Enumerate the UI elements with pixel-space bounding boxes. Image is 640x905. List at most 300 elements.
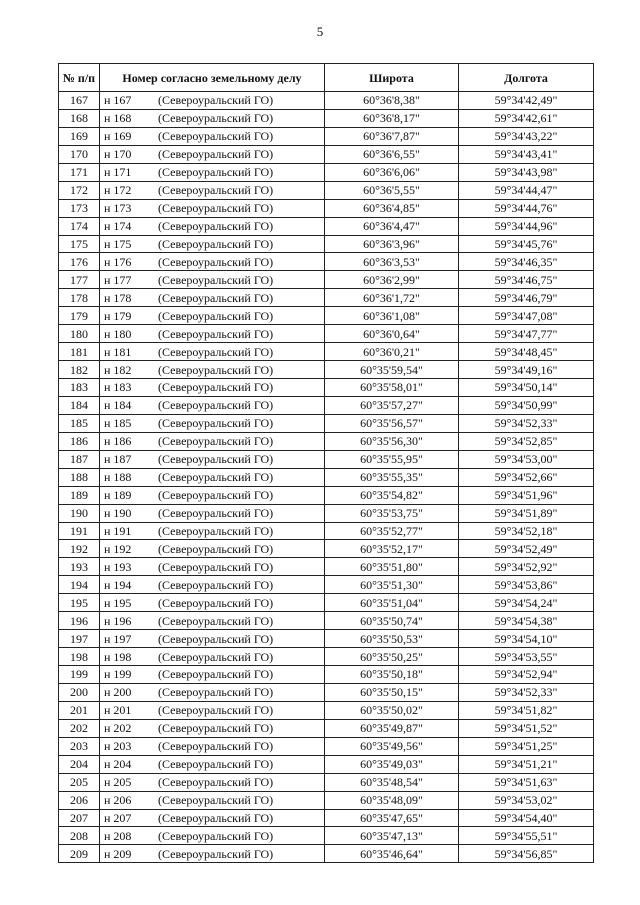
point-code: н 199 (104, 667, 132, 682)
row-land-code (100, 271, 325, 289)
table-row (59, 217, 594, 235)
district-name: (Североуральский ГО) (158, 470, 274, 485)
row-land-code (100, 719, 325, 737)
point-code: н 167 (104, 93, 132, 108)
row-longitude: 59°34'51,96" (459, 486, 594, 504)
table-row (59, 558, 594, 576)
row-longitude: 59°34'54,38" (459, 612, 594, 630)
header-num: № п/п (59, 64, 100, 92)
row-land-code (100, 504, 325, 522)
row-land-code (100, 683, 325, 701)
row-latitude: 60°36'0,64" (325, 325, 459, 343)
district-name: (Североуральский ГО) (158, 183, 274, 198)
point-code: н 185 (104, 416, 132, 431)
point-code: н 207 (104, 810, 132, 825)
row-latitude: 60°36'1,72" (325, 289, 459, 307)
point-code: н 206 (104, 793, 132, 808)
row-number: 197 (59, 630, 100, 648)
row-number: 175 (59, 235, 100, 253)
row-land-code (100, 594, 325, 612)
row-latitude: 60°36'4,47" (325, 217, 459, 235)
row-number: 184 (59, 396, 100, 414)
point-code: н 202 (104, 721, 132, 736)
row-land-code (100, 612, 325, 630)
point-code: н 175 (104, 236, 132, 251)
row-number: 181 (59, 343, 100, 361)
row-number: 172 (59, 181, 100, 199)
row-latitude: 60°36'0,21" (325, 343, 459, 361)
row-latitude: 60°35'49,87" (325, 719, 459, 737)
row-number: 204 (59, 755, 100, 773)
row-latitude: 60°35'50,25" (325, 648, 459, 666)
district-name: (Североуральский ГО) (158, 147, 274, 162)
row-longitude: 59°34'54,10" (459, 630, 594, 648)
page-number: 5 (316, 24, 324, 39)
point-code: н 168 (104, 111, 132, 126)
table-row (59, 468, 594, 486)
row-latitude: 60°35'48,54" (325, 773, 459, 791)
row-latitude: 60°35'47,13" (325, 827, 459, 845)
header-latitude: Широта (325, 64, 459, 92)
district-name: (Североуральский ГО) (158, 721, 274, 736)
row-longitude: 59°34'53,55" (459, 648, 594, 666)
table-row (59, 594, 594, 612)
row-longitude: 59°34'51,63" (459, 773, 594, 791)
row-number: 176 (59, 253, 100, 271)
row-latitude: 60°35'50,15" (325, 683, 459, 701)
row-latitude: 60°36'3,53" (325, 253, 459, 271)
point-code: н 191 (104, 523, 132, 538)
table-row (59, 612, 594, 630)
row-number: 200 (59, 683, 100, 701)
table-row (59, 271, 594, 289)
row-longitude: 59°34'51,52" (459, 719, 594, 737)
point-code: н 170 (104, 147, 132, 162)
row-number: 174 (59, 217, 100, 235)
row-longitude: 59°34'54,24" (459, 594, 594, 612)
row-longitude: 59°34'46,75" (459, 271, 594, 289)
row-number: 187 (59, 450, 100, 468)
point-code: н 204 (104, 757, 132, 772)
row-longitude: 59°34'44,47" (459, 181, 594, 199)
row-number: 203 (59, 737, 100, 755)
row-longitude: 59°34'49,16" (459, 361, 594, 379)
row-longitude: 59°34'43,41" (459, 145, 594, 163)
row-land-code (100, 450, 325, 468)
row-number: 198 (59, 648, 100, 666)
row-latitude: 60°35'46,64" (325, 845, 459, 863)
row-land-code (100, 522, 325, 540)
table-row (59, 809, 594, 827)
row-latitude: 60°35'56,30" (325, 432, 459, 450)
table-row (59, 361, 594, 379)
row-land-code (100, 827, 325, 845)
district-name: (Североуральский ГО) (158, 739, 274, 754)
row-longitude: 59°34'54,40" (459, 809, 594, 827)
row-land-code (100, 109, 325, 127)
point-code: н 177 (104, 272, 132, 287)
row-number: 205 (59, 773, 100, 791)
row-latitude: 60°35'51,04" (325, 594, 459, 612)
table-row (59, 630, 594, 648)
row-land-code (100, 432, 325, 450)
district-name: (Североуральский ГО) (158, 810, 274, 825)
row-land-code (100, 648, 325, 666)
district-name: (Североуральский ГО) (158, 452, 274, 467)
point-code: н 180 (104, 326, 132, 341)
row-number: 170 (59, 145, 100, 163)
row-number: 178 (59, 289, 100, 307)
row-longitude: 59°34'44,76" (459, 199, 594, 217)
district-name: (Североуральский ГО) (158, 362, 274, 377)
row-land-code (100, 701, 325, 719)
row-land-code (100, 773, 325, 791)
point-code: н 169 (104, 129, 132, 144)
row-number: 199 (59, 666, 100, 684)
row-longitude: 59°34'52,85" (459, 432, 594, 450)
district-name: (Североуральский ГО) (158, 272, 274, 287)
row-latitude: 60°35'52,77" (325, 522, 459, 540)
row-number: 167 (59, 92, 100, 110)
district-name: (Североуральский ГО) (158, 613, 274, 628)
row-latitude: 60°35'50,74" (325, 612, 459, 630)
table-row (59, 791, 594, 809)
row-latitude: 60°36'8,17" (325, 109, 459, 127)
row-latitude: 60°35'50,02" (325, 701, 459, 719)
point-code: н 188 (104, 470, 132, 485)
table-row (59, 701, 594, 719)
row-latitude: 60°36'1,08" (325, 307, 459, 325)
point-code: н 195 (104, 595, 132, 610)
row-longitude: 59°34'51,21" (459, 755, 594, 773)
table-row (59, 827, 594, 845)
row-number: 192 (59, 540, 100, 558)
row-number: 195 (59, 594, 100, 612)
district-name: (Североуральский ГО) (158, 523, 274, 538)
district-name: (Североуральский ГО) (158, 129, 274, 144)
point-code: н 174 (104, 219, 132, 234)
table-row (59, 379, 594, 397)
row-number: 194 (59, 576, 100, 594)
district-name: (Североуральский ГО) (158, 380, 274, 395)
row-longitude: 59°34'42,61" (459, 109, 594, 127)
row-longitude: 59°34'52,18" (459, 522, 594, 540)
district-name: (Североуральский ГО) (158, 398, 274, 413)
table-row (59, 666, 594, 684)
row-number: 189 (59, 486, 100, 504)
point-code: н 183 (104, 380, 132, 395)
row-land-code (100, 396, 325, 414)
row-land-code (100, 307, 325, 325)
district-name: (Североуральский ГО) (158, 326, 274, 341)
row-number: 202 (59, 719, 100, 737)
row-land-code (100, 92, 325, 110)
point-code: н 203 (104, 739, 132, 754)
row-land-code (100, 163, 325, 181)
point-code: н 201 (104, 703, 132, 718)
row-latitude: 60°35'54,82" (325, 486, 459, 504)
coordinates-table (58, 63, 594, 863)
row-latitude: 60°36'3,96" (325, 235, 459, 253)
district-name: (Североуральский ГО) (158, 506, 274, 521)
row-latitude: 60°36'5,55" (325, 181, 459, 199)
district-name: (Североуральский ГО) (158, 488, 274, 503)
row-number: 191 (59, 522, 100, 540)
row-latitude: 60°36'7,87" (325, 127, 459, 145)
row-land-code (100, 666, 325, 684)
row-latitude: 60°35'51,80" (325, 558, 459, 576)
table-row (59, 325, 594, 343)
district-name: (Североуральский ГО) (158, 559, 274, 574)
row-latitude: 60°35'51,30" (325, 576, 459, 594)
row-longitude: 59°34'50,99" (459, 396, 594, 414)
row-land-code (100, 558, 325, 576)
point-code: н 205 (104, 775, 132, 790)
row-land-code (100, 361, 325, 379)
district-name: (Североуральский ГО) (158, 165, 274, 180)
district-name: (Североуральский ГО) (158, 308, 274, 323)
district-name: (Североуральский ГО) (158, 111, 274, 126)
table-row (59, 235, 594, 253)
table-row (59, 109, 594, 127)
header-name: Номер согласно земельному делу (100, 64, 325, 92)
point-code: н 178 (104, 290, 132, 305)
row-land-code (100, 253, 325, 271)
row-longitude: 59°34'46,79" (459, 289, 594, 307)
district-name: (Североуральский ГО) (158, 631, 274, 646)
row-land-code (100, 414, 325, 432)
row-longitude: 59°34'51,25" (459, 737, 594, 755)
point-code: н 194 (104, 577, 132, 592)
row-number: 190 (59, 504, 100, 522)
district-name: (Североуральский ГО) (158, 416, 274, 431)
table-row (59, 343, 594, 361)
row-longitude: 59°34'46,35" (459, 253, 594, 271)
table-row (59, 145, 594, 163)
point-code: н 176 (104, 254, 132, 269)
row-number: 171 (59, 163, 100, 181)
row-land-code (100, 486, 325, 504)
row-land-code (100, 576, 325, 594)
row-number: 168 (59, 109, 100, 127)
table-row (59, 414, 594, 432)
row-land-code (100, 289, 325, 307)
point-code: н 190 (104, 506, 132, 521)
table-body (59, 92, 594, 863)
row-latitude: 60°36'6,55" (325, 145, 459, 163)
row-latitude: 60°36'4,85" (325, 199, 459, 217)
point-code: н 187 (104, 452, 132, 467)
row-number: 208 (59, 827, 100, 845)
row-latitude: 60°35'50,53" (325, 630, 459, 648)
row-longitude: 59°34'43,98" (459, 163, 594, 181)
table-row (59, 486, 594, 504)
row-land-code (100, 540, 325, 558)
row-land-code (100, 468, 325, 486)
district-name: (Североуральский ГО) (158, 703, 274, 718)
table-row (59, 289, 594, 307)
table-row (59, 737, 594, 755)
row-land-code (100, 809, 325, 827)
table-row (59, 307, 594, 325)
row-longitude: 59°34'42,49" (459, 92, 594, 110)
point-code: н 200 (104, 685, 132, 700)
row-longitude: 59°34'53,86" (459, 576, 594, 594)
district-name: (Североуральский ГО) (158, 828, 274, 843)
point-code: н 179 (104, 308, 132, 323)
row-number: 201 (59, 701, 100, 719)
table-row (59, 432, 594, 450)
row-land-code (100, 181, 325, 199)
district-name: (Североуральский ГО) (158, 793, 274, 808)
point-code: н 182 (104, 362, 132, 377)
row-latitude: 60°36'8,38" (325, 92, 459, 110)
row-longitude: 59°34'51,82" (459, 701, 594, 719)
row-number: 186 (59, 432, 100, 450)
row-land-code (100, 127, 325, 145)
row-latitude: 60°35'58,01" (325, 379, 459, 397)
row-number: 206 (59, 791, 100, 809)
point-code: н 196 (104, 613, 132, 628)
row-longitude: 59°34'45,76" (459, 235, 594, 253)
row-latitude: 60°35'49,03" (325, 755, 459, 773)
table-row (59, 683, 594, 701)
district-name: (Североуральский ГО) (158, 595, 274, 610)
table-header (59, 64, 594, 92)
row-land-code (100, 630, 325, 648)
table-row (59, 773, 594, 791)
district-name: (Североуральский ГО) (158, 667, 274, 682)
point-code: н 173 (104, 201, 132, 216)
row-number: 193 (59, 558, 100, 576)
row-longitude: 59°34'44,96" (459, 217, 594, 235)
row-number: 180 (59, 325, 100, 343)
district-name: (Североуральский ГО) (158, 541, 274, 556)
row-longitude: 59°34'50,14" (459, 379, 594, 397)
table-row (59, 199, 594, 217)
point-code: н 181 (104, 344, 132, 359)
row-land-code (100, 199, 325, 217)
table-row (59, 648, 594, 666)
row-longitude: 59°34'52,49" (459, 540, 594, 558)
row-longitude: 59°34'52,33" (459, 683, 594, 701)
table-row (59, 450, 594, 468)
point-code: н 189 (104, 488, 132, 503)
point-code: н 193 (104, 559, 132, 574)
district-name: (Североуральский ГО) (158, 775, 274, 790)
row-latitude: 60°36'6,06" (325, 163, 459, 181)
row-longitude: 59°34'53,02" (459, 791, 594, 809)
table-row (59, 719, 594, 737)
point-code: н 209 (104, 846, 132, 861)
row-land-code (100, 145, 325, 163)
table-row (59, 253, 594, 271)
header-row (59, 64, 594, 92)
row-land-code (100, 737, 325, 755)
point-code: н 192 (104, 541, 132, 556)
district-name: (Североуральский ГО) (158, 254, 274, 269)
row-latitude: 60°35'55,35" (325, 468, 459, 486)
table-row (59, 127, 594, 145)
table-row (59, 755, 594, 773)
table-row (59, 396, 594, 414)
row-latitude: 60°35'47,65" (325, 809, 459, 827)
row-latitude: 60°35'50,18" (325, 666, 459, 684)
row-longitude: 59°34'52,92" (459, 558, 594, 576)
row-longitude: 59°34'52,33" (459, 414, 594, 432)
row-latitude: 60°35'59,54" (325, 361, 459, 379)
row-land-code (100, 325, 325, 343)
row-longitude: 59°34'56,85" (459, 845, 594, 863)
row-longitude: 59°34'48,45" (459, 343, 594, 361)
row-number: 196 (59, 612, 100, 630)
row-land-code (100, 379, 325, 397)
row-number: 207 (59, 809, 100, 827)
row-number: 182 (59, 361, 100, 379)
point-code: н 186 (104, 434, 132, 449)
row-longitude: 59°34'47,08" (459, 307, 594, 325)
row-longitude: 59°34'51,89" (459, 504, 594, 522)
table-row (59, 163, 594, 181)
row-latitude: 60°35'57,27" (325, 396, 459, 414)
row-latitude: 60°35'55,95" (325, 450, 459, 468)
district-name: (Североуральский ГО) (158, 219, 274, 234)
table-row (59, 845, 594, 863)
table-row (59, 92, 594, 110)
row-land-code (100, 235, 325, 253)
row-number: 188 (59, 468, 100, 486)
row-longitude: 59°34'43,22" (459, 127, 594, 145)
row-land-code (100, 343, 325, 361)
row-longitude: 59°34'55,51" (459, 827, 594, 845)
district-name: (Североуральский ГО) (158, 757, 274, 772)
row-number: 183 (59, 379, 100, 397)
point-code: н 184 (104, 398, 132, 413)
row-land-code (100, 791, 325, 809)
district-name: (Североуральский ГО) (158, 344, 274, 359)
district-name: (Североуральский ГО) (158, 577, 274, 592)
row-number: 185 (59, 414, 100, 432)
row-land-code (100, 755, 325, 773)
point-code: н 172 (104, 183, 132, 198)
table-row (59, 181, 594, 199)
district-name: (Североуральский ГО) (158, 846, 274, 861)
row-longitude: 59°34'53,00" (459, 450, 594, 468)
table-row (59, 540, 594, 558)
point-code: н 208 (104, 828, 132, 843)
row-number: 169 (59, 127, 100, 145)
point-code: н 171 (104, 165, 132, 180)
district-name: (Североуральский ГО) (158, 685, 274, 700)
row-longitude: 59°34'52,94" (459, 666, 594, 684)
district-name: (Североуральский ГО) (158, 93, 274, 108)
header-longitude: Долгота (459, 64, 594, 92)
district-name: (Североуральский ГО) (158, 434, 274, 449)
row-latitude: 60°35'48,09" (325, 791, 459, 809)
district-name: (Североуральский ГО) (158, 236, 274, 251)
row-latitude: 60°35'56,57" (325, 414, 459, 432)
row-number: 177 (59, 271, 100, 289)
row-land-code (100, 845, 325, 863)
row-latitude: 60°36'2,99" (325, 271, 459, 289)
row-longitude: 59°34'52,66" (459, 468, 594, 486)
row-land-code (100, 217, 325, 235)
point-code: н 197 (104, 631, 132, 646)
row-number: 209 (59, 845, 100, 863)
district-name: (Североуральский ГО) (158, 290, 274, 305)
row-latitude: 60°35'49,56" (325, 737, 459, 755)
table-row (59, 522, 594, 540)
